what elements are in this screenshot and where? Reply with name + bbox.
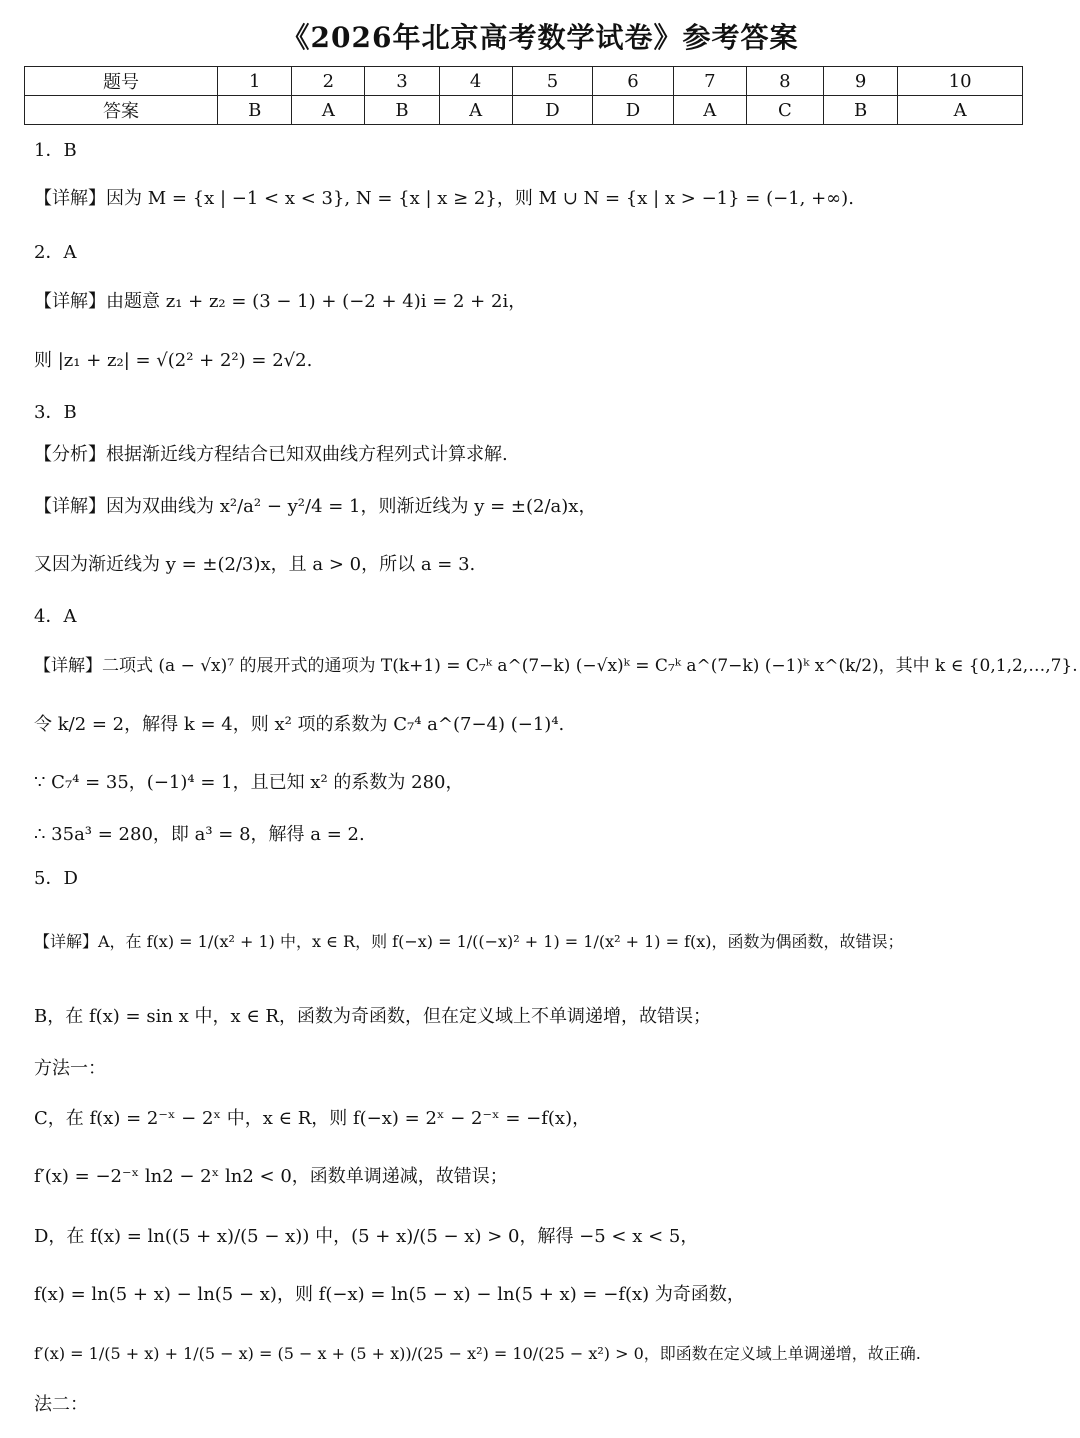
table-cell: A [898, 96, 1023, 125]
table-cell: 8 [746, 67, 823, 96]
table-cell: 9 [823, 67, 897, 96]
table-cell: A [292, 96, 365, 125]
q5-heading: 5．D [34, 868, 78, 889]
table-cell: D [512, 96, 593, 125]
table-row-answers [25, 96, 1023, 125]
q4-line3: ∵ C₇⁴ = 35，(−1)⁴ = 1，且已知 x² 的系数为 280， [34, 772, 464, 793]
table-cell: D [593, 96, 674, 125]
table-cell: A [439, 96, 512, 125]
q4-detail: 【详解】二项式 (a − √x)⁷ 的展开式的通项为 T(k+1) = C₇ᵏ a^(7−k) (−√x)ᵏ = C₇ᵏ a^(7−k) (−1)ᵏ x^(k/2)，其中 k ∈ {0,1,2,…,7}. [34, 656, 1078, 676]
table-cell: B [365, 96, 439, 125]
table-cell: C [746, 96, 823, 125]
q3-line2: 又因为渐近线为 y = ±(2/3)x，且 a > 0，所以 a = 3. [34, 554, 476, 575]
q5-option-d: D，在 f(x) = ln((5 + x)/(5 − x)) 中，(5 + x)/(5 − x) > 0，解得 −5 < x < 5， [34, 1226, 699, 1247]
q2-heading: 2．A [34, 242, 77, 263]
answer-table [24, 66, 1023, 125]
q4-line4: ∴ 35a³ = 280，即 a³ = 8，解得 a = 2. [34, 824, 365, 845]
q5-detail-a: 【详解】A，在 f(x) = 1/(x² + 1) 中，x ∈ R，则 f(−x) = 1/((−x)² + 1) = 1/(x² + 1) = f(x)，函数为偶函数，故错误； [34, 932, 904, 951]
table-header-cell: 题号 [25, 67, 218, 96]
q4-heading: 4．A [34, 606, 77, 627]
q3-heading: 3．B [34, 402, 77, 423]
q1-detail: 【详解】因为 M = {x | −1 < x < 3}, N = {x | x ≥ 2}，则 M ∪ N = {x | x > −1} = (−1, +∞). [34, 188, 854, 209]
page-title: 《2026年北京高考数学试卷》参考答案 [281, 21, 799, 54]
table-cell: 4 [439, 67, 512, 96]
q5-method1-label: 方法一： [34, 1058, 106, 1079]
table-cell: 10 [898, 67, 1023, 96]
q3-analysis: 【分析】根据渐近线方程结合已知双曲线方程列式计算求解. [34, 444, 508, 465]
table-cell: 7 [673, 67, 746, 96]
q2-line2: 则 |z₁ + z₂| = √(2² + 2²) = 2√2. [34, 350, 313, 371]
table-cell: 3 [365, 67, 439, 96]
table-cell: 1 [218, 67, 292, 96]
q5-option-c: C，在 f(x) = 2⁻ˣ − 2ˣ 中，x ∈ R，则 f(−x) = 2ˣ − 2⁻ˣ = −f(x)， [34, 1108, 591, 1129]
q5-method2-label: 法二： [34, 1394, 88, 1415]
table-cell: B [218, 96, 292, 125]
q3-detail: 【详解】因为双曲线为 x²/a² − y²/4 = 1，则渐近线为 y = ±(2/a)x， [34, 496, 597, 517]
q1-heading: 1．B [34, 140, 77, 161]
table-header-cell: 答案 [25, 96, 218, 125]
table-cell: 2 [292, 67, 365, 96]
table-cell: 6 [593, 67, 674, 96]
q5-option-d-line3: f′(x) = 1/(5 + x) + 1/(5 − x) = (5 − x + (5 + x))/(25 − x²) = 10/(25 − x²) > 0，即函数在定义域上单调递增，故正确. [34, 1344, 921, 1363]
q2-detail: 【详解】由题意 z₁ + z₂ = (3 − 1) + (−2 + 4)i = 2 + 2i， [34, 291, 527, 312]
q5-option-c-line2: f′(x) = −2⁻ˣ ln2 − 2ˣ ln2 < 0，函数单调递减，故错误； [34, 1166, 508, 1187]
table-cell: B [823, 96, 897, 125]
table-cell: A [673, 96, 746, 125]
table-cell: 5 [512, 67, 593, 96]
q5-option-d-line2: f(x) = ln(5 + x) − ln(5 − x)，则 f(−x) = ln(5 − x) − ln(5 + x) = −f(x) 为奇函数， [34, 1284, 745, 1305]
table-row-numbers [25, 67, 1023, 96]
q5-option-b: B，在 f(x) = sin x 中，x ∈ R，函数为奇函数，但在定义域上不单调递增，故错误； [34, 1006, 711, 1027]
q4-line2: 令 k/2 = 2，解得 k = 4，则 x² 项的系数为 C₇⁴ a^(7−4) (−1)⁴. [34, 714, 565, 735]
